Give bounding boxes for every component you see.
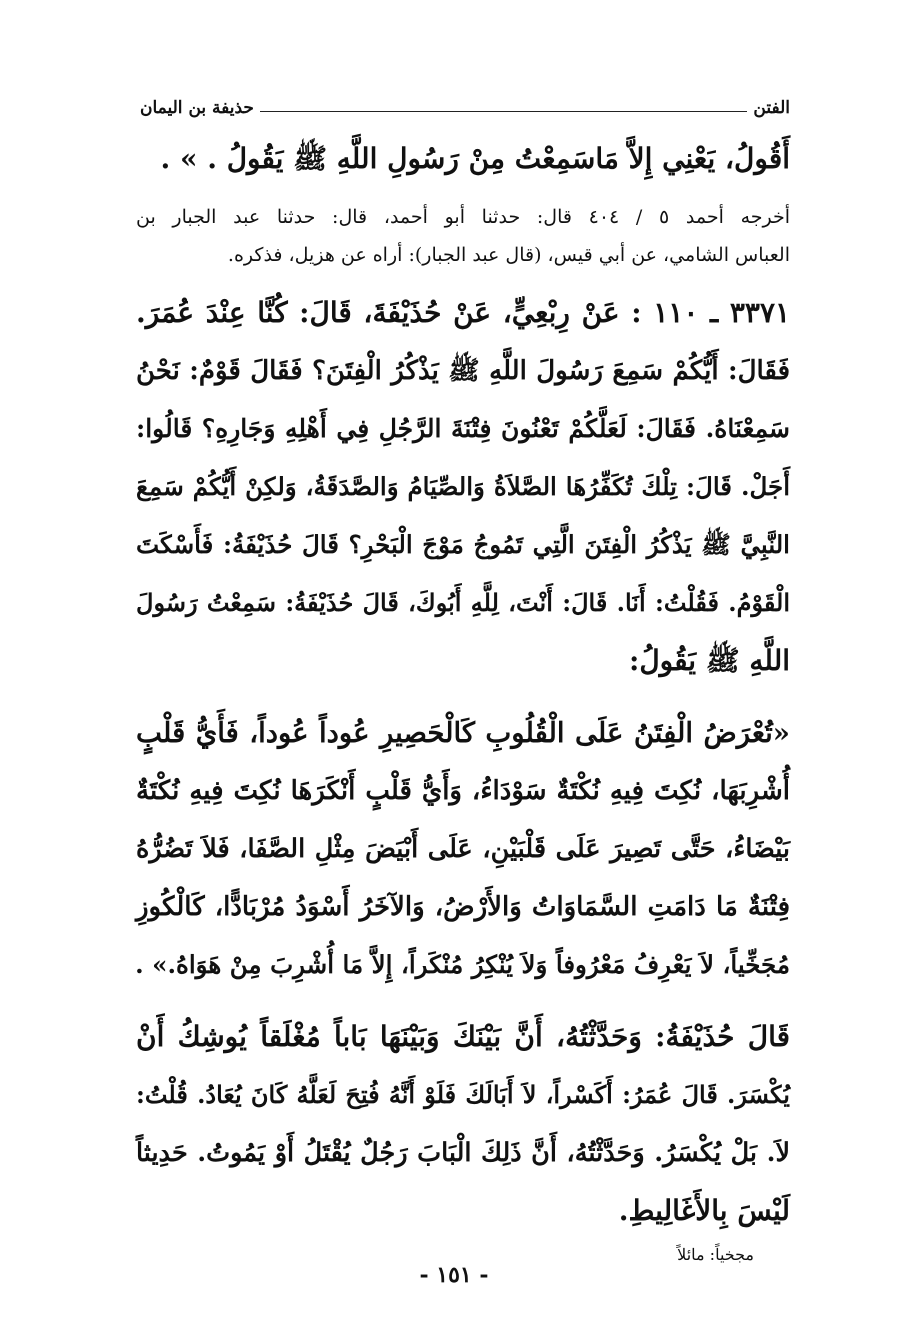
page-content bbox=[136, 130, 790, 1270]
hadith-intro-line: الْقَوْمُ. فَقُلْتُ: أَنَا. قَالَ: أَنْتَ، لِلَّهِ أَبُوكَ، قَالَ حُذَيْفَةُ: سَمِعْتُ رَسُولَ bbox=[136, 588, 790, 617]
hadith-intro-line: النَّبِيَّ ﷺ يَذْكُرُ الْفِتَنَ الَّتِي تَمُوجُ مَوْجَ الْبَحْرِ؟ قَالَ حُذَيْفَةُ: فَأَسْكَتَ bbox=[136, 530, 790, 559]
header-rule bbox=[260, 111, 748, 112]
continuation-line: لاَ. بَلْ يُكْسَرُ. وَحَدَّثْتُهُ، أَنَّ ذَلِكَ الْبَابَ رَجُلٌ يُقْتَلُ أَوْ يَمُوتُ. حَدِيثاً bbox=[136, 1138, 790, 1168]
footnote: مجخياً: مائلاً bbox=[677, 1245, 754, 1264]
spacer bbox=[136, 274, 790, 284]
hadith-text-line: أُشْرِبَهَا، نُكِتَ فِيهِ نُكْتَةٌ سَوْدَاءُ، وَأَيُّ قَلْبٍ أَنْكَرَهَا نُكِتَ فِيهِ نُكْتَةٌ bbox=[136, 776, 790, 806]
continuation-line: لَيْسَ بِالأَغَالِيطِ. bbox=[618, 1194, 790, 1227]
header-chapter: الفتن bbox=[753, 98, 790, 118]
continuation-line: يُكْسَرَ. قَالَ عُمَرُ: أَكَسْراً، لاَ أَبَالَكَ فَلَوْ أَنَّهُ فُتِحَ لَعَلَّهُ كَانَ يُعَادُ. قُلْتُ: bbox=[136, 1080, 790, 1109]
hadith-intro-line: أَجَلْ. قَالَ: تِلْكَ تُكَفِّرُهَا الصَّلاَةُ وَالصِّيَامُ وَالصَّدَقَةُ، وَلكِنْ أَيُّكُمْ سَمِعَ bbox=[136, 472, 790, 501]
header-narrator: حذيفة بن اليمان bbox=[140, 98, 254, 118]
hadith-intro-line: فَقَالَ: أَيُّكُمْ سَمِعَ رَسُولَ اللَّهِ ﷺ يَذْكُرُ الْفِتَنَ؟ فَقَالَ قَوْمٌ: نَحْنُ bbox=[136, 356, 790, 386]
takhrij-line: أخرجه أحمد ٥ / ٤٠٤ قال: حدثنا أبو أحمد، قال: حدثنا عبد الجبار بن bbox=[136, 206, 791, 228]
hadith-text-line: بَيْضَاءُ، حَتَّى تَصِيرَ عَلَى قَلْبَيْنِ، عَلَى أَبْيَضَ مِثْلِ الصَّفَا، فَلاَ تَضُرُّهُ bbox=[136, 834, 790, 864]
running-header bbox=[140, 88, 790, 118]
hadith-intro-line: سَمِعْنَاهُ. فَقَالَ: لَعَلَّكُمْ تَعْنُونَ فِتْنَةَ الرَّجُلِ فِي أَهْلِهِ وَجَارِهِ؟ قَالُوا: bbox=[136, 414, 790, 443]
hadith-intro-line: اللَّهِ ﷺ يَقُولُ: bbox=[628, 644, 790, 677]
carryover-line: أَقُولُ، يَعْنِي إِلاَّ مَاسَمِعْتُ مِنْ رَسُولِ اللَّهِ ﷺ يَقُولُ . » . bbox=[160, 142, 790, 175]
hadith-intro-line: ٣٣٧١ ـ ١١٠ : عَنْ رِبْعِيٍّ، عَنْ حُذَيْفَةَ، قَالَ: كُنَّا عِنْدَ عُمَرَ. bbox=[136, 296, 791, 329]
spacer bbox=[136, 690, 790, 704]
spacer bbox=[136, 994, 790, 1008]
takhrij-line: العباس الشامي، عن أبي قيس، (قال عبد الجبار): أراه عن هزيل، فذكره. bbox=[227, 244, 790, 266]
hadith-text-line: فِتْنَةٌ مَا دَامَتِ السَّمَاوَاتُ وَالأَرْضُ، وَالآخَرُ أَسْوَدُ مُرْبَادًّا، كَالْكُوزِ bbox=[136, 892, 790, 922]
continuation-line: قَالَ حُذَيْفَةُ: وَحَدَّثْتُهُ، أَنَّ بَيْنَكَ وَبَيْنَهَا بَاباً مُغْلَقاً يُوشِكُ أَنْ bbox=[136, 1020, 790, 1053]
hadith-text-line: «تُعْرَضُ الْفِتَنُ عَلَى الْقُلُوبِ كَالْحَصِيرِ عُوداً عُوداً، فَأَيُّ قَلْبٍ bbox=[136, 717, 790, 749]
hadith-text-line: مُجَخِّياً، لاَ يَعْرِفُ مَعْرُوفاً وَلاَ يُنْكِرُ مُنْكَراً، إِلاَّ مَا أُشْرِبَ مِنْ هَوَاهُ.» . bbox=[135, 950, 790, 979]
page-number: - ١٥١ - bbox=[419, 1262, 489, 1288]
spacer bbox=[136, 188, 790, 198]
